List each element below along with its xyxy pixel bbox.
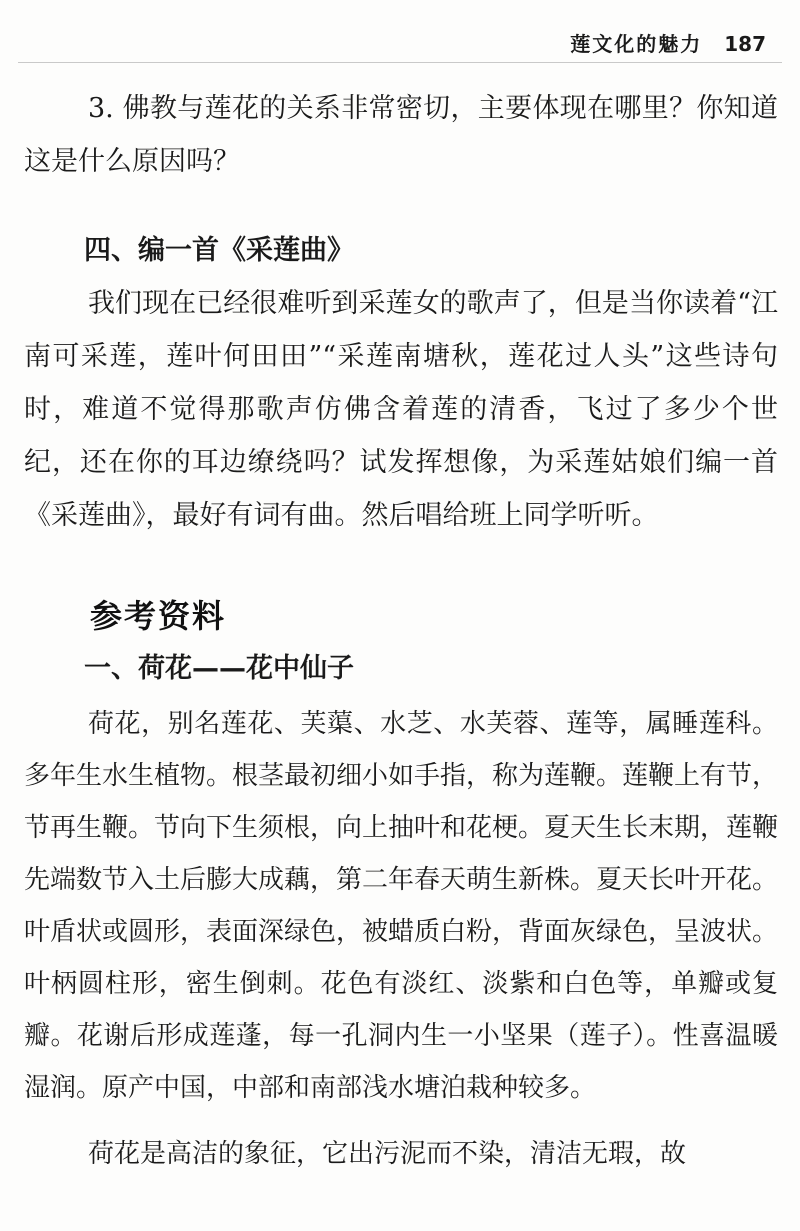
running-head [570, 28, 766, 57]
running-title: 莲文化的魅力 [570, 32, 703, 56]
reference-1-heading: 一、荷花——花中仙子 [84, 653, 354, 684]
reference-heading: 参考资料 [90, 597, 227, 635]
question-3: 3. 佛教与莲花的关系非常密切，主要体现在哪里？你知道这是什么原因吗？ [24, 93, 778, 177]
reference-1-paragraph-2: 荷花是高洁的象征，它出污泥而不染，清洁无瑕，故 [88, 1139, 687, 1169]
section-4-heading: 四、编一首《采莲曲》 [84, 235, 354, 266]
page-number: 187 [724, 32, 766, 56]
reference-1-paragraph-1: 荷花，别名莲花、芙蕖、水芝、水芙蓉、莲等，属睡莲科。多年生水生植物。根茎最初细小如手指，称为莲鞭。莲鞭上有节，节再生鞭。节向下生须根，向上抽叶和花梗。夏天生长末期，莲鞭先端数节入土后膨大成藕，第二年春天萌生新株。夏天长叶开花。叶盾状或圆形，表面深绿色，被蜡质白粉，背面灰绿色，呈波状。叶柄圆柱形，密生倒刺。花色有淡红、淡紫和白色等，单瓣或复瓣。花谢后形成莲蓬，每一孔洞内生一小坚果（莲子）。性喜温暖湿润。原产中国，中部和南部浅水塘泊栽种较多。 [24, 709, 779, 1103]
page-content [24, 82, 778, 1180]
section-4-text: 我们现在已经很难听到采莲女的歌声了，但是当你读着“江南可采莲，莲叶何田田”“采莲南塘秋，莲花过人头”这些诗句时，难道不觉得那歌声仿佛含着莲的清香，飞过了多少个世纪，还在你的耳边缭绕吗？试发挥想像，为采莲姑娘们编一首《采莲曲》，最好有词有曲。然后唱给班上同学听听。 [24, 288, 778, 531]
header-rule [18, 62, 782, 63]
